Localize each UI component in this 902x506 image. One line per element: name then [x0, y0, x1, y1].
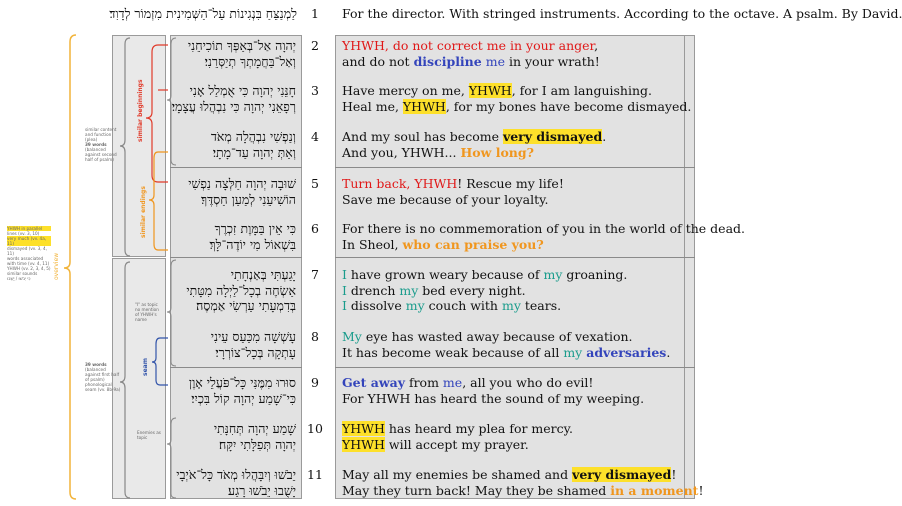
hebrew-line: עָשְׁשָׁה מִכַּעַס עֵינִי — [210, 329, 296, 344]
hebrew-line: וְנַפְשִׁי נִבְהֲלָה מְאֹד — [210, 129, 296, 144]
text-segment: In Sheol, — [342, 236, 403, 252]
text-segment: tears. — [520, 298, 562, 313]
english-line — [342, 298, 561, 314]
english-line — [342, 99, 691, 115]
highlighted-text: discipline — [413, 53, 482, 69]
verse-number-11: 11 — [307, 467, 323, 482]
highlighted-text: me — [485, 53, 505, 69]
highlighted-text: I — [342, 282, 347, 298]
hebrew-line: בְּדִמְעָתִי עַרְשִׂי אַמְסֶה׃ — [196, 298, 296, 313]
note-top: similar content and function (plea) 39 words (balanced against second half of psalm) — [85, 127, 117, 162]
verse-number-8: 8 — [311, 329, 319, 344]
hebrew-line: כִּי אֵין בַּמָּוֶת זִכְרֶךָ — [214, 221, 296, 236]
verse-number-3: 3 — [311, 83, 319, 98]
separator-v5 — [170, 167, 302, 168]
text-segment: For YHWH has heard the sound of my weeping. — [342, 390, 645, 406]
hebrew-line: כִּי־שָׁמַע יְהוָה קוֹל בִּכְיִי׃ — [191, 390, 296, 406]
english-line — [342, 176, 564, 192]
highlighted-text: my — [543, 267, 563, 282]
text-segment: May all my enemies be shamed and — [342, 467, 573, 482]
text-segment: Have mercy on me, — [342, 83, 469, 98]
text-segment: , for my bones have become dismayed. — [445, 98, 692, 114]
hebrew-line: וְאַל־בַּחֲמָתְךָ תְיַסְּרֵנִי׃ — [204, 53, 296, 69]
hebrew-line: שׁוּבָה יְהוָה חַלְּצָה נַפְשִׁי — [188, 176, 296, 191]
english-line — [342, 421, 573, 437]
highlighted-text: my — [563, 344, 583, 360]
english-line — [342, 267, 627, 283]
seam-label: seam — [142, 358, 149, 376]
highlighted-text: very dismayed — [502, 129, 603, 144]
note-bottom: 39 words (balanced against first half of psalm) phonological seam (vv. 8b-9a) — [85, 362, 121, 392]
highlighted-text: How long? — [460, 144, 534, 160]
verse-number-5: 5 — [311, 176, 319, 191]
superscription-hebrew: לַמְנַצֵּחַ בִּנְגִינוֹת עַל־הַשְּׁמִינִית מִזְמוֹר לְדָוִד׃ — [109, 6, 297, 21]
highlighted-text: adversaries — [586, 344, 667, 360]
hebrew-line: יְהוָה אַל־בְּאַפְּךָ תוֹכִיחֵנִי — [187, 38, 296, 53]
text-segment: , all you who do evil! — [462, 375, 594, 390]
text-segment: , — [594, 38, 599, 53]
hebrew-line: בִּשְׁאוֹל מִי יוֹדֶה־לָּךְ׃ — [209, 236, 296, 252]
highlighted-text: My — [342, 329, 362, 344]
text-segment: in your wrath! — [504, 53, 600, 69]
text-segment: . — [602, 129, 607, 144]
text-segment: . — [666, 344, 671, 360]
hebrew-line: יֵבֹשׁוּ וְיִבָּהֲלוּ מְאֹד כָּל־אֹיְבָי — [176, 467, 296, 482]
text-segment: ! — [698, 482, 704, 498]
highlighted-text: YHWH — [342, 436, 385, 452]
highlighted-text: my — [501, 298, 521, 313]
separator-v9 — [170, 367, 302, 368]
hebrew-line: יָגַעְתִּי בְּאַנְחָתִי — [230, 267, 296, 282]
verse-number-7: 7 — [311, 267, 319, 282]
english-line — [342, 54, 600, 70]
text-segment: have grown weary because of — [346, 267, 544, 282]
text-segment: groaning. — [562, 267, 628, 282]
highlighted-text: YHWH, do not correct me in your anger — [342, 38, 595, 53]
english-line — [342, 83, 652, 99]
note-mid: "I" as topic no mention of YHWH's name — [135, 302, 159, 322]
english-line — [342, 129, 606, 145]
hebrew-line: אַשְׂחֶה בְכָל־לַיְלָה מִטָּתִי — [186, 282, 296, 298]
hebrew-line: רְפָאֵנִי יְהוָה כִּי נִבְהֲלוּ עֲצָמָי׃ — [171, 98, 296, 114]
english-line — [342, 192, 549, 208]
highlighted-text: I — [342, 267, 347, 282]
text-segment: bed every night. — [418, 282, 526, 298]
text-segment: And my soul has become — [342, 129, 503, 144]
text-segment: and do not — [342, 53, 414, 69]
separator-v7 — [170, 257, 302, 258]
english-line — [342, 345, 670, 361]
hebrew-line: עָתְקָה בְּכָל־צוֹרְרָי׃ — [215, 344, 296, 360]
text-segment: And you, YHWH... — [342, 144, 461, 160]
highlighted-text: YHWH — [342, 421, 385, 436]
superscription-english: For the director. With stringed instruments. According to the octave. A psalm. By David. — [342, 6, 902, 21]
separator-v5-eng — [335, 167, 695, 168]
verse-number-2: 2 — [311, 38, 319, 53]
text-segment: Heal me, — [342, 98, 403, 114]
verse-number-4: 4 — [311, 129, 319, 144]
english-line — [342, 38, 598, 54]
hebrew-line: סוּרוּ מִמֶּנִּי כָּל־פֹּעֲלֵי אָוֶן — [188, 375, 296, 390]
text-segment: For there is no commemoration of you in the world of the dead. — [342, 221, 745, 236]
text-segment: ! Rescue my life! — [457, 176, 564, 191]
hebrew-line: שָׁמַע יְהוָה תְּחִנָּתִי — [213, 421, 296, 436]
overview-brace — [64, 35, 76, 499]
note-left: YHWH in parallel lines (vv. 3, 10) very much (vv. 4a, 11) dismayed (vv. 3, 4, 11) words associated with time (vv. 4, 11) YHWH (vv. 2, 3, 4, 5) similar sounds כִּי יֵבֹשׁוּ / יָשֻׁבוּ — [7, 226, 51, 281]
verse-number-1: 1 — [311, 6, 319, 21]
hebrew-line: יָשֻׁבוּ יֵבֹשׁוּ רָגַע׃ — [228, 482, 296, 498]
english-line — [342, 329, 633, 345]
note-enemies: Enemies as topic — [137, 430, 161, 440]
highlighted-text: Get away — [342, 375, 405, 390]
text-segment: dissolve — [346, 298, 406, 313]
verse-number-6: 6 — [311, 221, 319, 236]
highlighted-text: me — [442, 375, 463, 390]
highlighted-text: Turn back, YHWH — [342, 176, 458, 191]
english-line — [342, 375, 593, 391]
english-line — [342, 467, 676, 483]
hebrew-line: וְאַתְּ יְהוָה עַד־מָתָי׃ — [212, 144, 296, 160]
verse-number-9: 9 — [311, 375, 319, 390]
highlighted-text: in a moment — [610, 482, 699, 498]
english-line — [342, 483, 703, 499]
overview-label: overview — [53, 252, 60, 280]
english-line — [342, 221, 745, 237]
hebrew-line: הוֹשִׁיעֵנִי לְמַעַן חַסְדֶּךָ׃ — [200, 191, 296, 207]
text-segment: May they turn back! May they be shamed — [342, 482, 611, 498]
text-segment: drench — [346, 282, 400, 298]
text-segment: will accept my prayer. — [384, 436, 529, 452]
text-segment: It has become weak because of all — [342, 344, 564, 360]
text-segment: from — [404, 375, 443, 390]
similar-endings-label: similar endings — [140, 186, 147, 238]
highlighted-text: very dismayed — [572, 467, 672, 482]
separator-v7-eng — [335, 257, 695, 258]
similar-beginnings-label: similar beginnings — [137, 79, 144, 142]
text-segment: couch with — [424, 298, 502, 313]
english-line — [342, 237, 544, 253]
text-segment: ! — [671, 467, 677, 482]
highlighted-text: YHWH — [468, 83, 512, 98]
highlighted-text: I — [342, 298, 347, 313]
english-line — [342, 145, 534, 161]
english-line — [342, 283, 526, 299]
text-segment: has heard my plea for mercy. — [384, 421, 574, 436]
text-segment: eye has wasted away because of vexation. — [361, 329, 633, 344]
highlighted-text: who can praise you? — [402, 236, 544, 252]
hebrew-line: חָנֵּנִי יְהוָה כִּי אֻמְלַל אָנִי — [189, 83, 296, 98]
verse-number-10: 10 — [307, 421, 323, 436]
highlighted-text: my — [405, 298, 425, 313]
text-segment: Save me because of your loyalty. — [342, 191, 549, 207]
text-segment: , for I am languishing. — [511, 83, 652, 98]
highlighted-text: YHWH — [402, 98, 446, 114]
highlighted-text: my — [399, 282, 419, 298]
english-line — [342, 391, 644, 407]
english-line — [342, 437, 529, 453]
hebrew-line: יְהוָה תְּפִלָּתִי יִקָּח׃ — [218, 436, 296, 452]
separator-v9-eng — [335, 367, 695, 368]
